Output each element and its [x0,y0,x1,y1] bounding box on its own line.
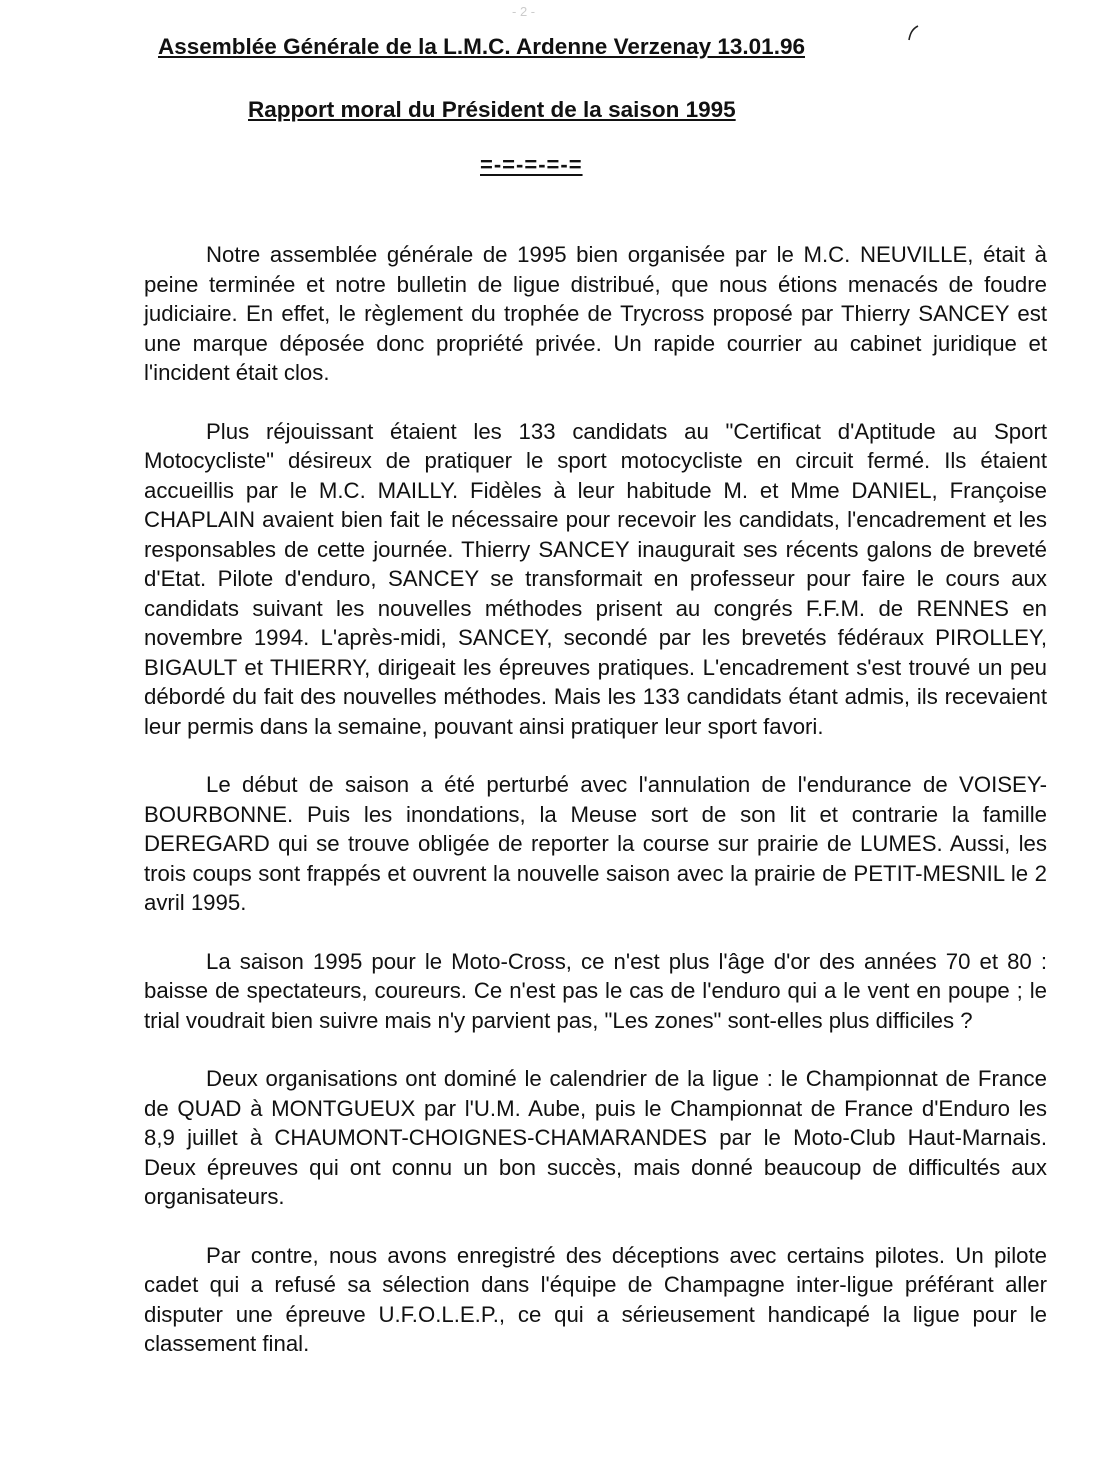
paragraph: Notre assemblée générale de 1995 bien organisée par le M.C. NEUVILLE, était à peine terminée et notre bulletin de ligue distribué, que nous étions menacés de foudre judiciaire. En effet, le règlement du trophée de Trycross proposé par Thierry SANCEY est une marque déposée donc propriété privée. Un rapide courrier au cabinet juridique et l'incident était clos. [144,242,1047,385]
page-number: - 2 - [512,4,536,19]
separator-line: =-=-=-=-= [480,152,583,177]
paragraph: Deux organisations ont dominé le calendrier de la ligue : le Championnat de France de QUAD à MONTGUEUX par l'U.M. Aube, puis le Championnat de France d'Enduro les 8,9 juillet à CHAUMONT-CHOIGNES-CHAMARANDES par le Moto-Club Haut-Marnais. Deux épreuves qui ont connu un bon succès, mais donné beaucoup de difficultés aux organisateurs. [144,1066,1047,1209]
paragraph: Par contre, nous avons enregistré des déceptions avec certains pilotes. Un pilote cadet qui a refusé sa sélection dans l'équipe de Champagne inter-ligue préférant aller disputer une épreuve U.F.O.L.E.P., ce qui a sérieusement handicapé la ligue pour le classement final. [144,1242,1047,1356]
document-subtitle: Rapport moral du Président de la saison 1995 [248,97,736,122]
paragraph: Le début de saison a été perturbé avec l'annulation de l'endurance de VOISEY-BOURBONNE. Puis les inondations, la Meuse sort de son lit et contrarie la famille DEREGARD qui se trouve obligée de reporter la course sur prairie de LUMES. Aussi, les trois coups sont frappés et ouvrent la nouvelle saison avec la prairie de PETIT-MESNIL le 2 avril 1995. [144,772,1047,915]
paragraph: La saison 1995 pour le Moto-Cross, ce n'est plus l'âge d'or des années 70 et 80 : baisse de spectateurs, coureurs. Ce n'est pas le cas de l'enduro qui a le vent en poupe ; le trial voudrait bien suivre mais n'y parvient pas, "Les zones" sont-elles plus difficiles ? [144,948,1047,1033]
paragraph: Plus réjouissant étaient les 133 candidats au "Certificat d'Aptitude au Sport Motocycliste" désireux de pratiquer le sport motocycliste en circuit fermé. Ils étaient accueillis par le M.C. MAILLY. Fidèles à leur habitude M. et Mme DANIEL, Françoise CHAPLAIN avaient bien fait le nécessaire pour recevoir les candidats, l'encadrement et les responsables de cette journée. Thierry SANCEY inaugurait ses récents galons de breveté d'Etat. Pilote d'enduro, SANCEY se transformait en professeur pour faire le cours aux candidats suivant les nouvelles méthodes prisent au congrés F.F.M. de RENNES en novembre 1994. L'après-midi, SANCEY, secondé par les brevetés fédéraux PIROLLEY, BIGAULT et THIERRY, dirigeait les épreuves pratiques. L'encadrement s'est trouvé un peu débordé du fait des nouvelles méthodes. Mais les 133 candidats étant admis, ils recevaient leur permis dans la semaine, pouvant ainsi pratiquer leur sport favori. [144,418,1047,739]
handwritten-mark-icon [906,24,920,42]
document-title: Assemblée Générale de la L.M.C. Ardenne Verzenay 13.01.96 [158,34,805,59]
document-body [144,240,1047,1388]
